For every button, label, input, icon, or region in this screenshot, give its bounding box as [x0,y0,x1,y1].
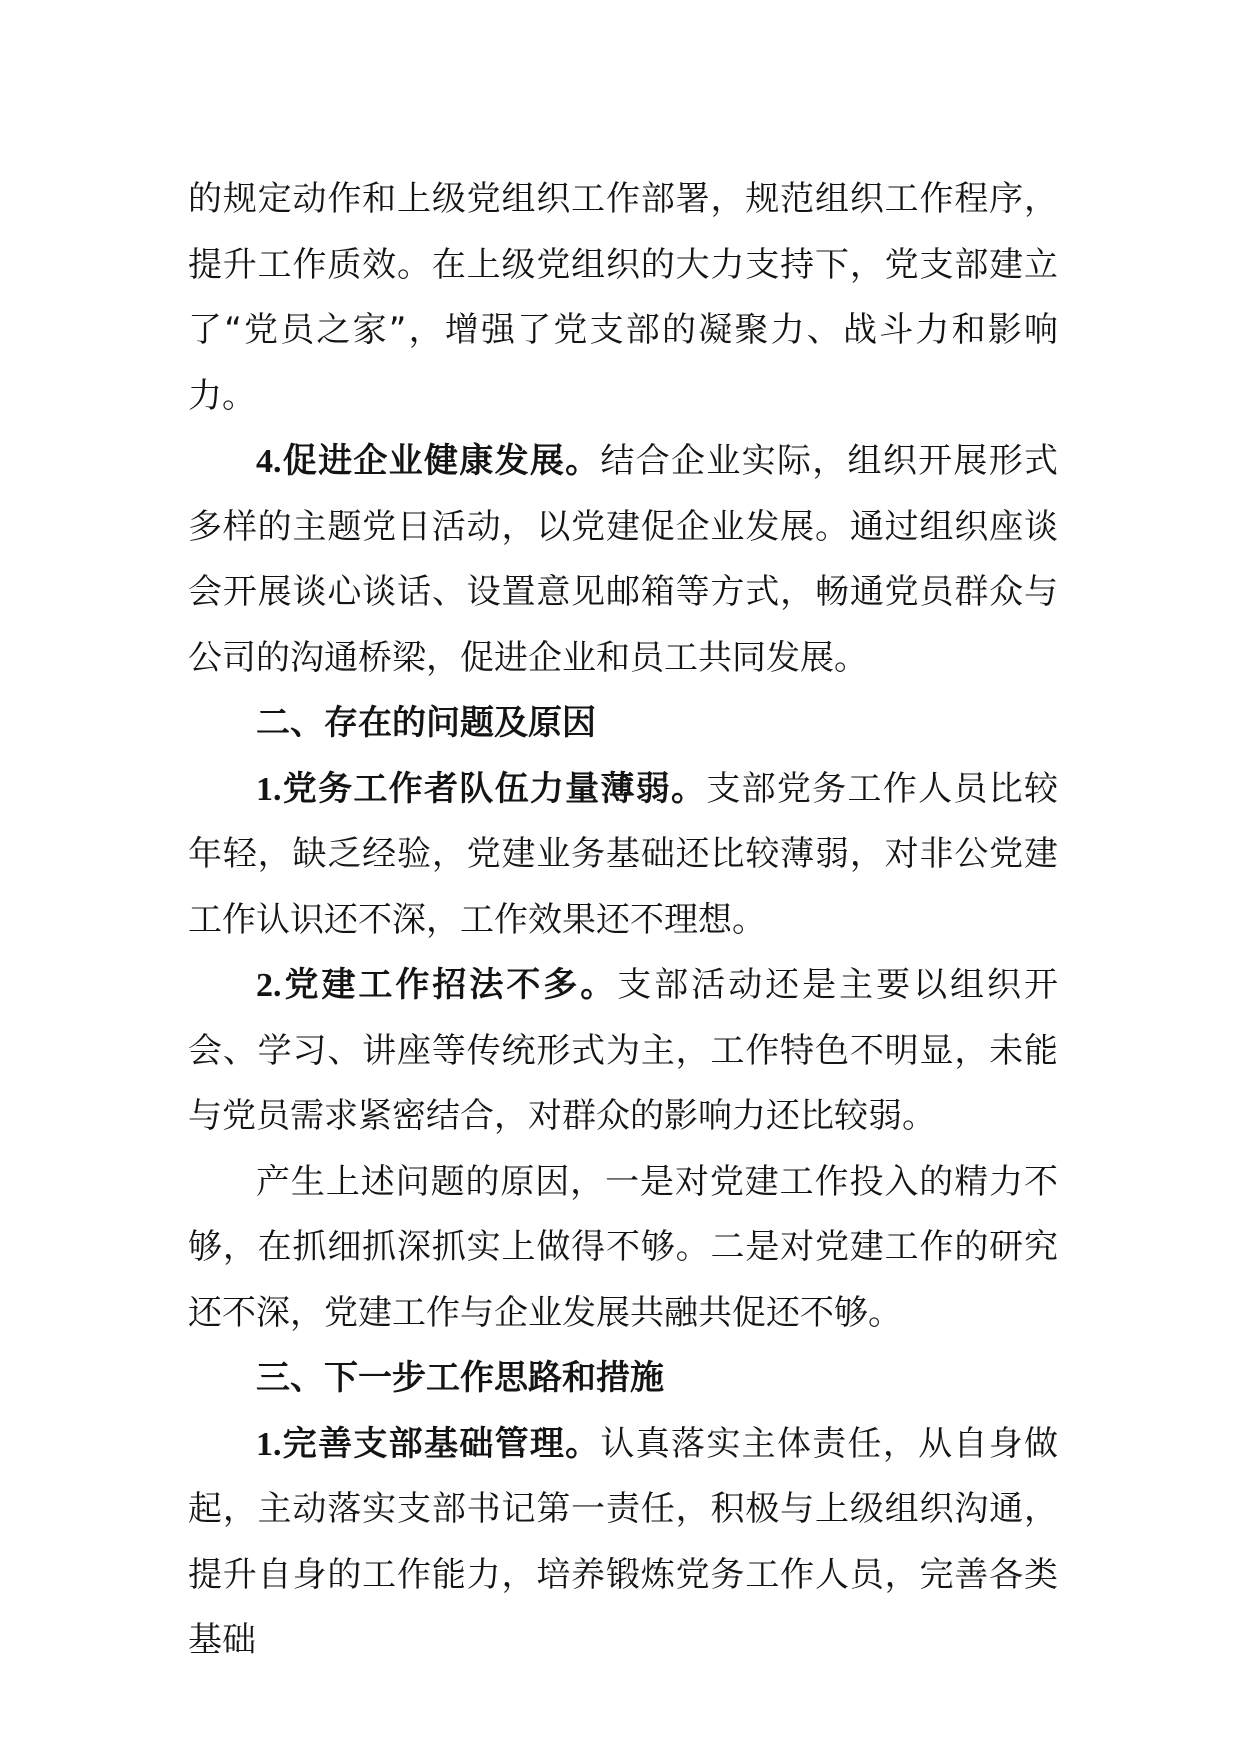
item-lead: 党建工作招法不多。 [281,965,618,1005]
item-lead: 党务工作者队伍力量薄弱。 [281,768,707,809]
item-lead: 完善支部基础管理。 [281,1423,601,1464]
section-heading-3 [188,1346,1058,1412]
item-text: 支部党务工作人员比较年轻，缺乏经验，党建业务基础还比较薄弱，对非公党建工作认识还不深，工作效果还不理想。 [188,768,1059,940]
item-number: 1. [256,770,282,808]
item-text: 结合企业实际，组织开展形式多样的主题党日活动，以党建促企业发展。通过组织座谈会开展谈心谈话、设置意见邮箱等方式，畅通党员群众与公司的沟通桥梁，促进企业和员工共同发展。 [188,441,1059,678]
item-number: 1. [256,1425,282,1463]
paragraph-text: 的规定动作和上级党组织工作部署，规范组织工作程序，提升工作质效。在上级党组织的大力支持下，党支部建立了“党员之家”，增强了党支部的凝聚力、战斗力和影响力。 [188,179,1058,416]
heading-text: 二、存在的问题及原因 [256,703,596,743]
item-text: 认真落实主体责任，从自身做起，主动落实支部书记第一责任，积极与上级组织沟通，提升自身的工作能力，培养锻炼党务工作人员，完善各类基础 [188,1423,1059,1660]
item-lead: 促进企业健康发展。 [281,441,601,481]
numbered-item-1 [188,1412,1058,1674]
heading-text: 三、下一步工作思路和措施 [256,1358,664,1398]
numbered-item-1 [188,757,1058,954]
item-text: 支部活动还是主要以组织开会、学习、讲座等传统形式为主，工作特色不明显，未能与党员需求紧密结合，对群众的影响力还比较弱。 [188,965,1059,1136]
numbered-item-2 [188,953,1058,1150]
body-paragraph [188,167,1058,429]
numbered-item-4 [188,429,1058,691]
item-number: 2. [256,967,282,1004]
body-paragraph [188,1150,1058,1347]
section-heading-2 [188,691,1058,757]
item-number: 4. [256,443,282,480]
paragraph-text: 产生上述问题的原因，一是对党建工作投入的精力不够，在抓细抓深抓实上做得不够。二是对党建工作的研究还不深，党建工作与企业发展共融共促还不够。 [188,1161,1058,1333]
document-page [188,167,1058,1674]
